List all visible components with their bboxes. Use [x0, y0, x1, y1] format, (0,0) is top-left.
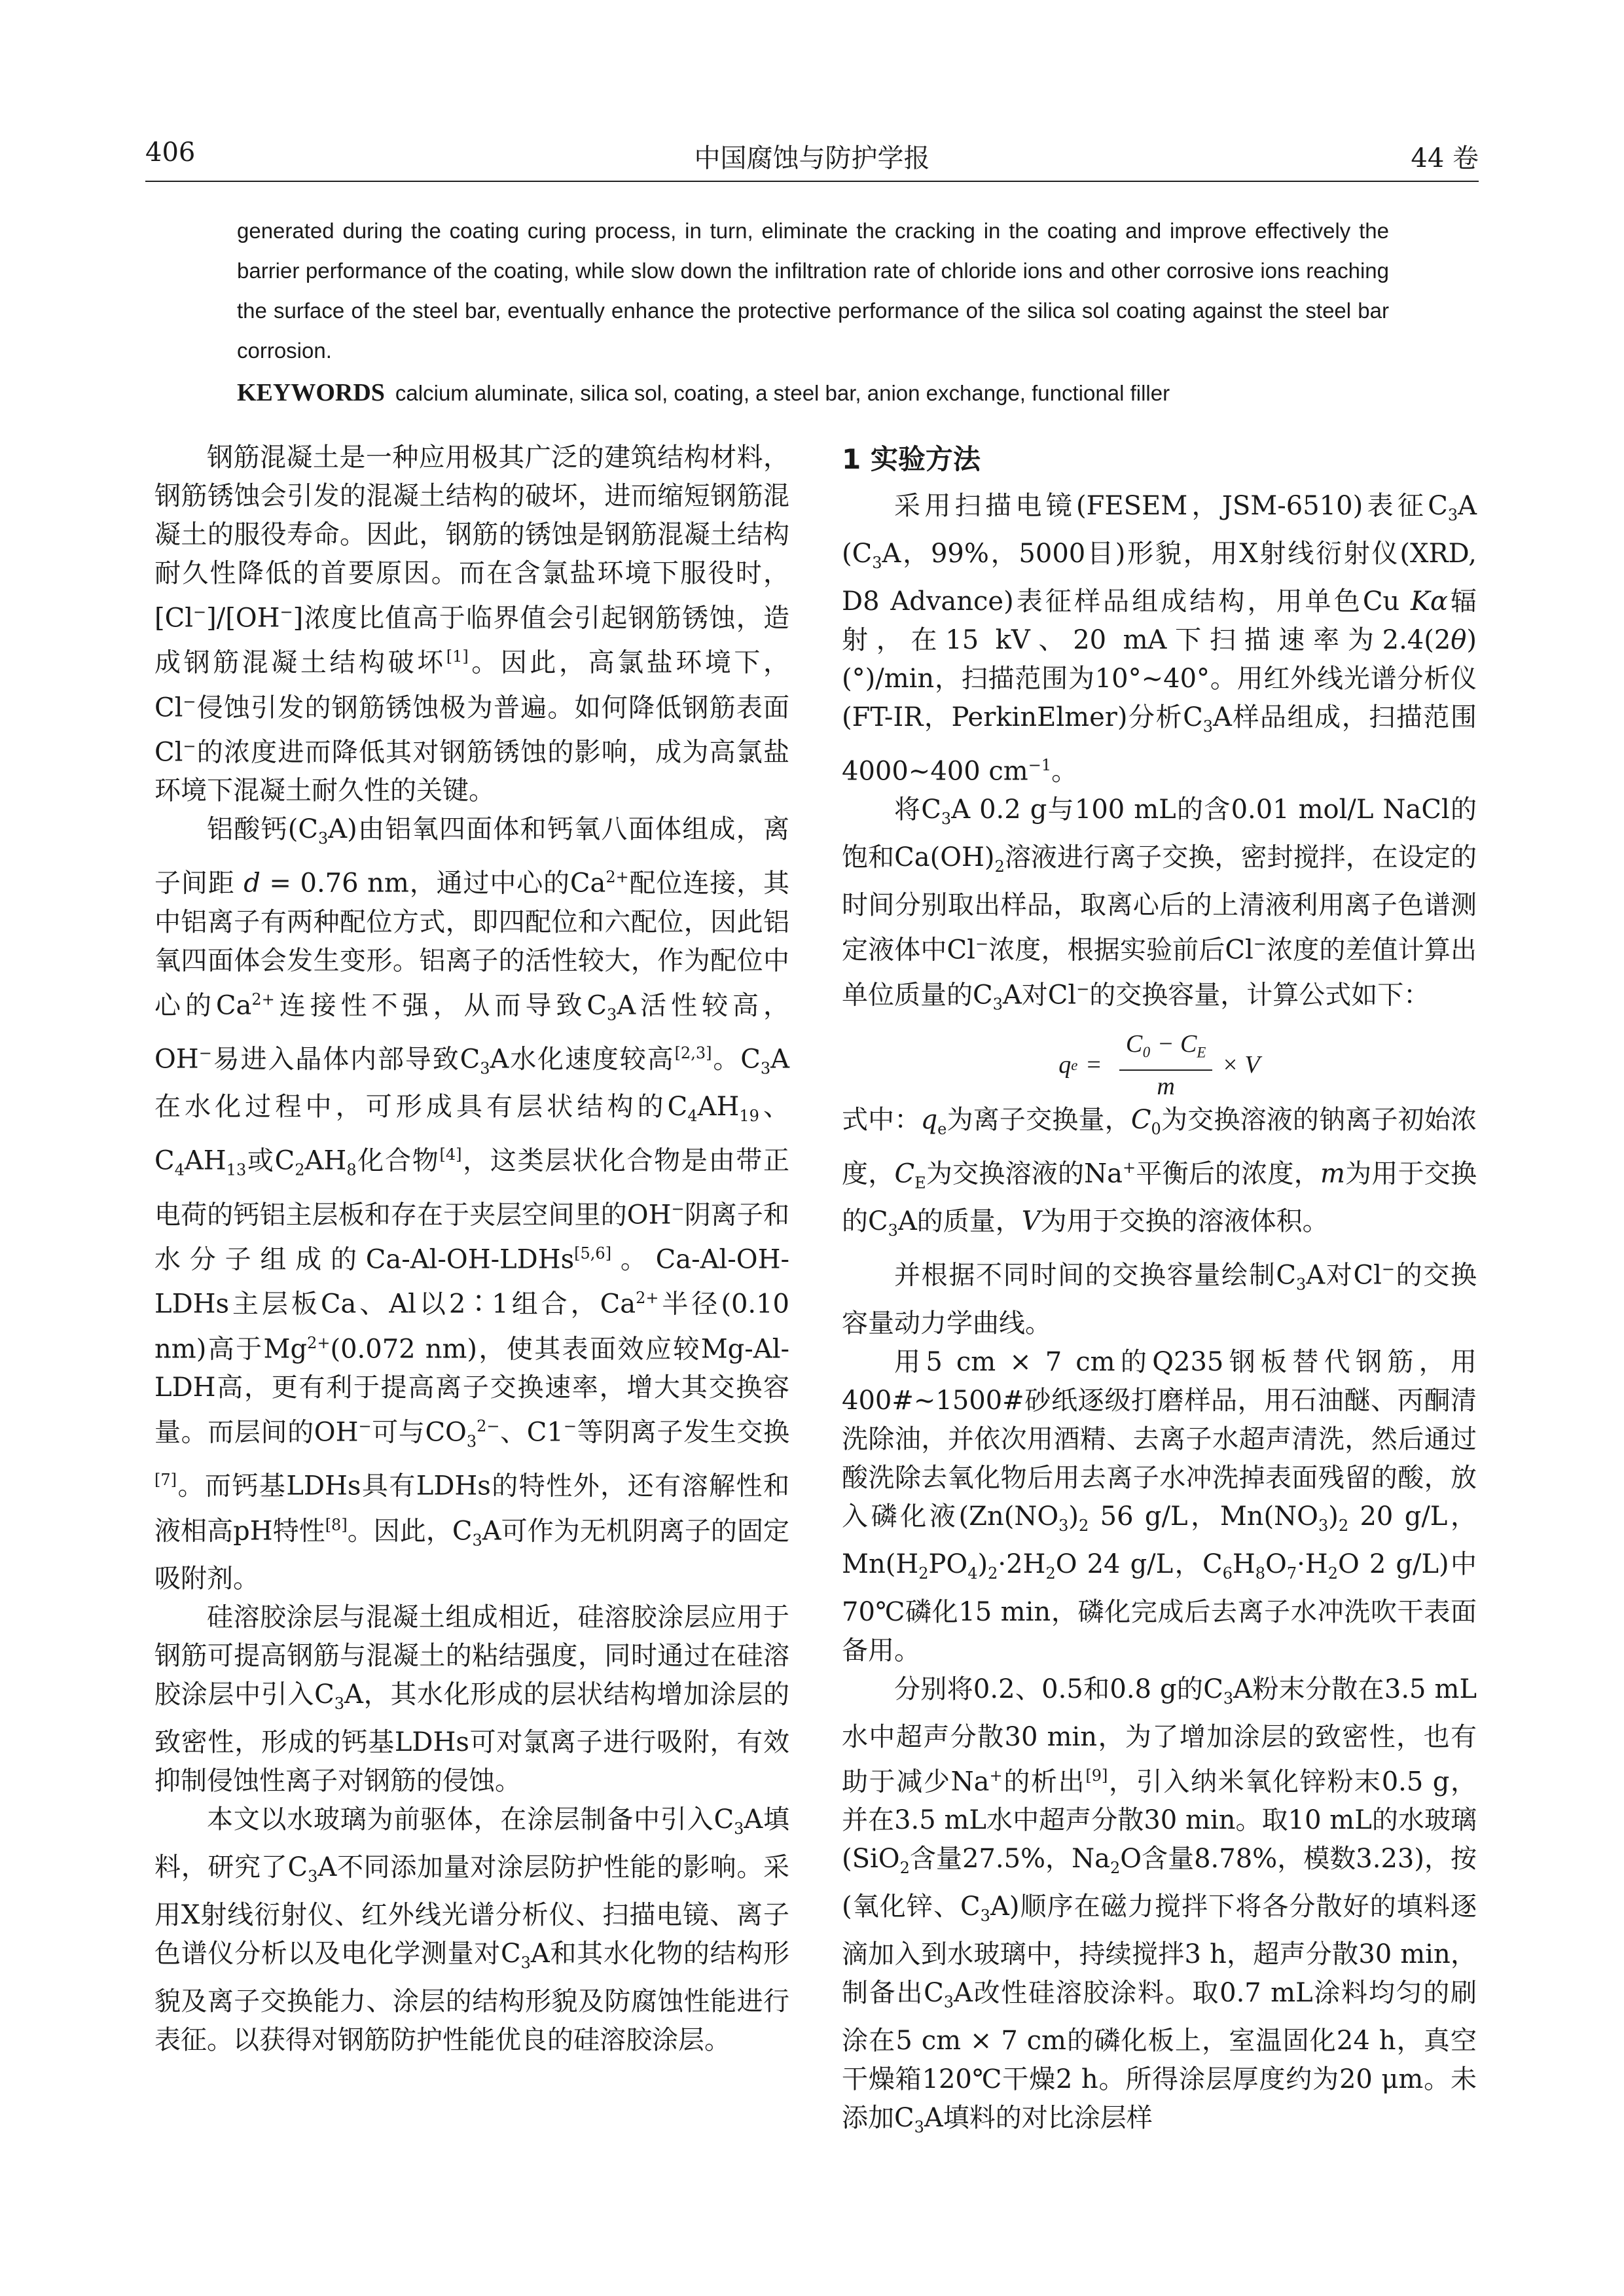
left-column — [154, 439, 789, 2060]
section-heading: 1 实验方法 — [842, 443, 981, 475]
volume-label: 44 卷 — [1411, 143, 1479, 173]
journal-title: 中国腐蚀与防护学报 — [694, 143, 930, 173]
keywords-text: calcium aluminate, silica sol, coating, a steel bar, anion exchange, functional filler — [395, 381, 1170, 405]
formula-lhs: q — [1058, 1051, 1072, 1079]
page-number: 406 — [145, 137, 196, 168]
paragraph: 并根据不同时间的交换容量绘制$C_3A$对Cl−的交换容量动力学曲线。 — [842, 1260, 1477, 1338]
formula-denominator: m — [1157, 1072, 1175, 1100]
keywords — [237, 373, 1389, 413]
paragraph: 采用扫描电镜(FESEM，JSM-6510)表征$C_3A$ ($C_3A$，99%，5000目)形貌，用X射线衍射仪(XRD, D8 Advance)表征样品组成结构，用单色Cu Kα辐射，在15 kV、20 mA下扫描速率为2.4(2θ) (°)/min，扫描范围为10°~40°。用红外线光谱分析仪(FT-IR，PerkinElmer)分析$C_3A$样品组成，扫描范围4000~400 $cm^{-1}$。 — [842, 491, 1477, 787]
paragraph: 硅溶胶涂层与混凝土组成相近，硅溶胶涂层应用于钢筋可提高钢筋与混凝土的粘结强度，同时通过在硅溶胶涂层中引入$C_3A$，其水化形成的层状结构增加涂层的致密性，形成的钙基LDHs可对氯离子进行吸附，有效抑制侵蚀性离子对钢筋的侵蚀。 — [154, 1602, 790, 1796]
paragraph: 用5 cm × 7 cm的Q235钢板替代钢筋，用400#~1500#砂纸逐级打磨样品，用石油醚、丙酮清洗除油，并依次用酒精、去离子水超声清洗，然后通过酸洗除去氧化物后用去离子水冲洗掉表面残留的酸，放入磷化液($Zn(NO_3)_2$ 56 g/L，$Mn(NO_3)_2$ 20 g/L，$Mn(H_2PO_4)_2\cdot 2H_2O$ 24 g/L，$C_6H_8O_7\cdot H_2O$ 2 g/L)中70℃磷化15 min，磷化完成后去离子水冲洗吹干表面备用。 — [842, 1346, 1477, 1666]
paragraph: 分别将0.2、0.5和0.8 g的$C_3A$粉末分散在3.5 mL水中超声分散30 min，为了增加涂层的致密性，也有助于减少Na+的析出[9]，引入纳米氧化锌粉末0.5 g，并在3.5 mL水中超声分散30 min。取10 mL的水玻璃(SiO$_2$含量27.5%，$Na_2O$含量8.78%，模数3.23)，按(氧化锌、$C_3A$)顺序在磁力搅拌下将各分散好的填料逐滴加入到水玻璃中，持续搅拌3 h，超声分散30 min，制备出$C_3A$改性硅溶胶涂料。取0.7 mL涂料均匀的刷涂在5 cm × 7 cm的磷化板上，室温固化24 h，真空干燥箱120℃干燥2 h。所得涂层厚度约为20 μm。未添加$C_3A$填料的对比涂层样 — [842, 1674, 1477, 2136]
paragraph: 将$C_3A$ 0.2 g与100 mL的含0.01 mol/L NaCl的饱和$Ca(OH)_2$溶液进行离子交换，密封搅拌，在设定的时间分别取出样品，取离心后的上清液利用离子色谱测定液体中Cl−浓度，根据实验前后Cl−浓度的差值计算出单位质量的$C_3A$对Cl−的交换容量，计算公式如下： — [842, 795, 1477, 1013]
right-column — [842, 439, 1477, 2147]
paragraph: 铝酸钙$(C_3A)$由铝氧四面体和钙氧八面体组成，离子间距 d = 0.76 nm，通过中心的$Ca^{2+}$配位连接，其中铝离子有两种配位方式，即四配位和六配位，因此铝氧四面体会发生变形。铝离子的活性较大，作为配位中心的$Ca^{2+}$连接性不强，从而导致$C_3A$活性较高，OH−易进入晶体内部导致$C_3A$水化速度较高[2,3]。$C_3A$在水化过程中，可形成具有层状结构的$C_4AH_{19}$、$C_4AH_{13}$或$C_2AH_8$化合物[4]，这类层状化合物是由带正电荷的钙铝主层板和存在于夹层空间里的OH−阴离子和水分子组成的Ca-Al-OH-LDHs[5,6]。Ca-Al-OH-LDHs主层板Ca、Al以2∶1组合，$Ca^{2+}$半径(0.10 nm)高于$Mg^{2+}(0.072$ nm)，使其表面效应较Mg-Al-LDH高，更有利于提高离子交换速率，增大其交换容量。而层间的OH−可与$CO_3^{2-}$、C1−等阴离子发生交换[7]。而钙基LDHs具有LDHs的特性外，还有溶解性和液相高pH特性[8]。因此，$C_3A$可作为无机阴离子的固定吸附剂。 — [154, 814, 790, 1594]
paragraph: 式中：$q_e$为离子交换量，$C_0$为交换溶液的钠离子初始浓度，$C_E$为交换溶液的Na+平衡后的浓度，m为用于交换的$C_3A$的质量，V为用于交换的溶液体积。 — [842, 1104, 1477, 1240]
formula-numerator-sub: E — [1197, 1044, 1206, 1061]
header-rule — [145, 181, 1479, 182]
formula-numerator: C₀ − C — [1125, 1030, 1197, 1058]
paragraph: 本文以水玻璃为前驱体，在涂层制备中引入$C_3A$填料，研究了$C_3A$不同添加量对涂层防护性能的影响。采用X射线衍射仪、红外线光谱分析仪、扫描电镜、离子色谱仪分析以及电化学测量对$C_3A$和其水化物的结构形貌及离子交换能力、涂层的结构形貌及防腐蚀性能进行表征。以获得对钢筋防护性能优良的硅溶胶涂层。 — [154, 1804, 790, 2055]
abstract-tail: generated during the coating curing process, in turn, eliminate the cracking in the coating and improve effectively the barrier performance of the coating, while slow down the infiltration rate of chloride ions and other corrosive ions reaching the surface of the steel bar, eventually enhance the protective performance of the silica sol coating against the steel bar corrosion. — [237, 219, 1389, 363]
keywords-label: KEYWORDS — [237, 379, 385, 406]
formula-lhs-sub: e — [1071, 1057, 1078, 1074]
formula-rhs: × V — [1221, 1051, 1260, 1079]
exchange-capacity-formula: q e = $\frac{C_0 - C_E}{m}$ × V — [842, 1029, 1477, 1098]
paragraph: 钢筋混凝土是一种应用极其广泛的建筑结构材料，钢筋锈蚀会引发的混凝土结构的破坏，进而缩短钢筋混凝土的服役寿命。因此，钢筋的锈蚀是钢筋混凝土结构耐久性降低的首要原因。而在含氯盐环境下服役时，[Cl−]/[OH−]浓度比值高于临界值会引起钢筋锈蚀，造成钢筋混凝土结构破坏[1]。因此，高氯盐环境下，Cl−侵蚀引发的钢筋锈蚀极为普遍。如何降低钢筋表面Cl−的浓度进而降低其对钢筋锈蚀的影响，成为高氯盐环境下混凝土耐久性的关键。 — [154, 442, 790, 806]
